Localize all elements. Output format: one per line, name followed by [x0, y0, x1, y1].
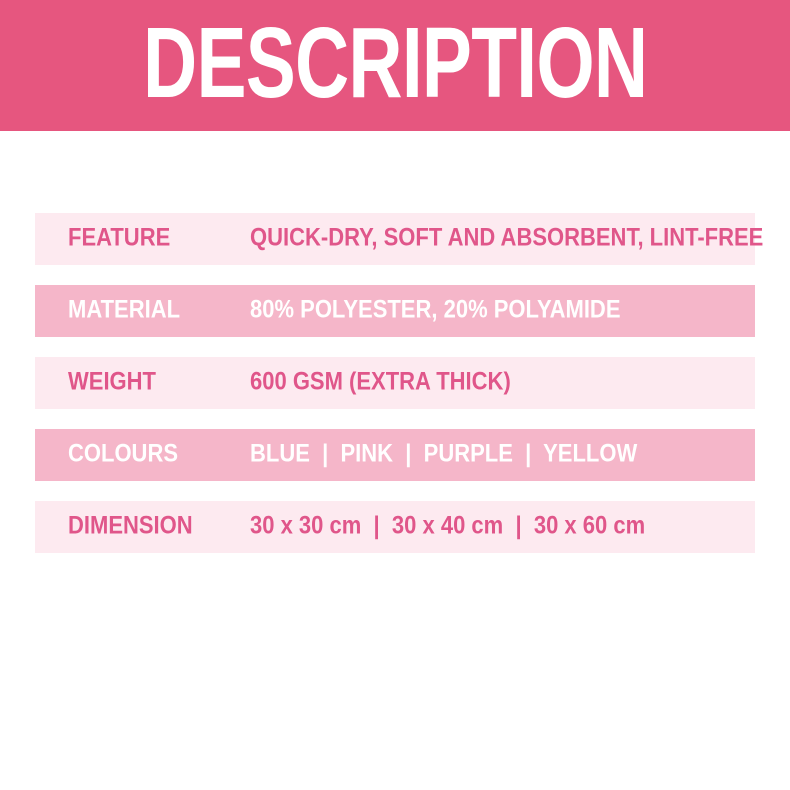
row-label: DIMENSION	[68, 511, 193, 540]
row-value: 30 x 30 cm | 30 x 40 cm | 30 x 60 cm	[250, 511, 646, 540]
row-label: COLOURS	[68, 439, 178, 468]
table-row-dimension	[35, 501, 755, 553]
row-value: 600 GSM (EXTRA THICK)	[250, 367, 511, 396]
header-banner	[0, 0, 790, 131]
description-table	[35, 213, 764, 573]
table-row-material	[35, 285, 755, 337]
table-row-weight	[35, 357, 755, 409]
page-title: DESCRIPTION	[142, 6, 648, 119]
table-row-feature	[35, 213, 764, 265]
row-label: FEATURE	[68, 223, 171, 252]
table-row-colours	[35, 429, 755, 481]
row-label: WEIGHT	[68, 367, 156, 396]
row-value: 80% POLYESTER, 20% POLYAMIDE	[250, 295, 621, 324]
row-value: BLUE | PINK | PURPLE | YELLOW	[250, 439, 638, 468]
row-value: QUICK-DRY, SOFT AND ABSORBENT, LINT-FREE	[250, 223, 764, 252]
row-label: MATERIAL	[68, 295, 181, 324]
